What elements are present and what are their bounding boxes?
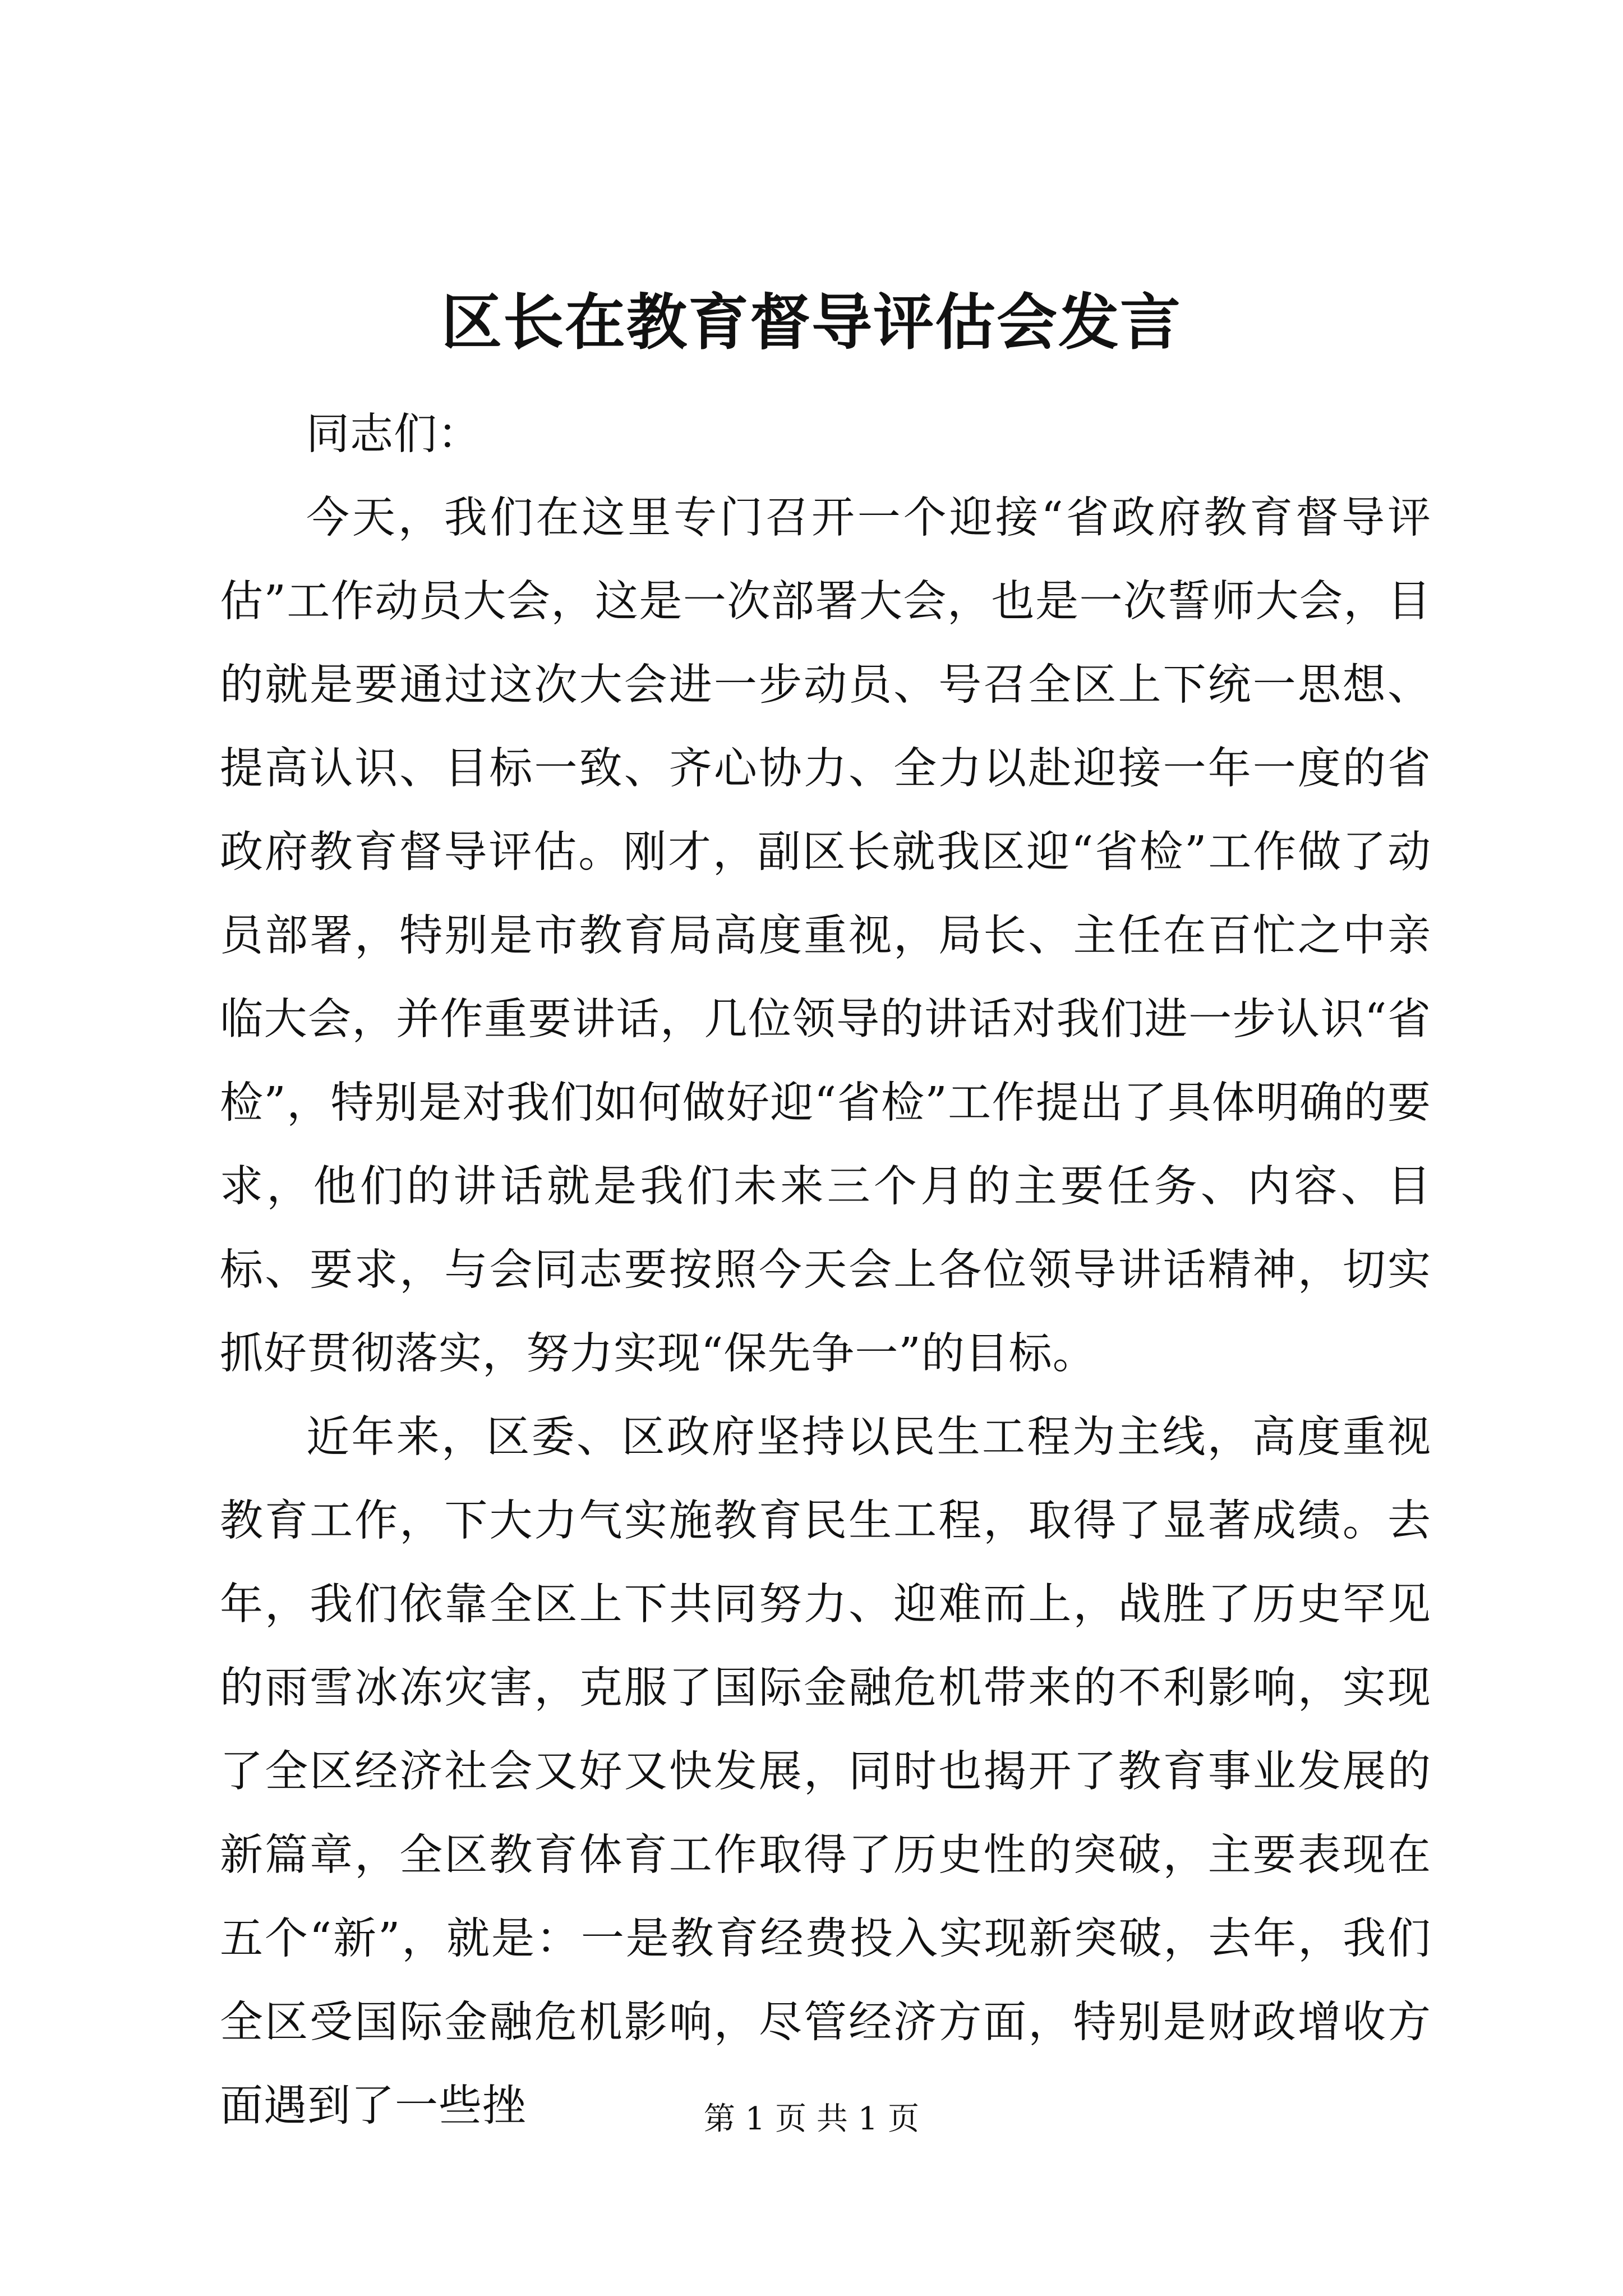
body-paragraph: 今天，我们在这里专门召开一个迎接“省政府教育督导评估”工作动员大会，这是一次部署大会，也是一次誓师大会，目的就是要通过这次大会进一步动员、号召全区上下统一思想、提高认识、目标一致、齐心协力、全力以赴迎接一年一度的省政府教育督导评估。刚才，副区长就我区迎“省检”工作做了动员部署，特别是市教育局高度重视，局长、主任在百忙之中亲临大会，并作重要讲话，几位领导的讲话对我们进一步认识“省检”，特别是对我们如何做好迎“省检”工作提出了具体明确的要求，他们的讲话就是我们未来三个月的主要任务、内容、目标、要求，与会同志要按照今天会上各位领导讲话精神，切实抓好贯彻落实，努力实现“保先争一”的目标。 xyxy=(220,493,1431,1379)
body-paragraph: 近年来，区委、区政府坚持以民生工程为主线，高度重视教育工作，下大力气实施教育民生工程，取得了显著成绩。去年，我们依靠全区上下共同努力、迎难而上，战胜了历史罕见的雨雪冰冻灾害，克服了国际金融危机带来的不利影响，实现了全区经济社会又好又快发展，同时也揭开了教育事业发展的新篇章，全区教育体育工作取得了历史性的突破，主要表现在五个“新”，就是：一是教育经费投入实现新突破，去年，我们全区受国际金融危机影响，尽管经济方面，特别是财政增收方面遇到了一些挫 xyxy=(220,1412,1431,2131)
salutation-paragraph: 同志们： xyxy=(306,409,481,459)
document-title: 区长在教育督导评估会发言 xyxy=(441,287,1182,358)
page-footer: 第 1 页 共 1 页 xyxy=(703,2101,920,2137)
document-body xyxy=(220,393,1431,2148)
